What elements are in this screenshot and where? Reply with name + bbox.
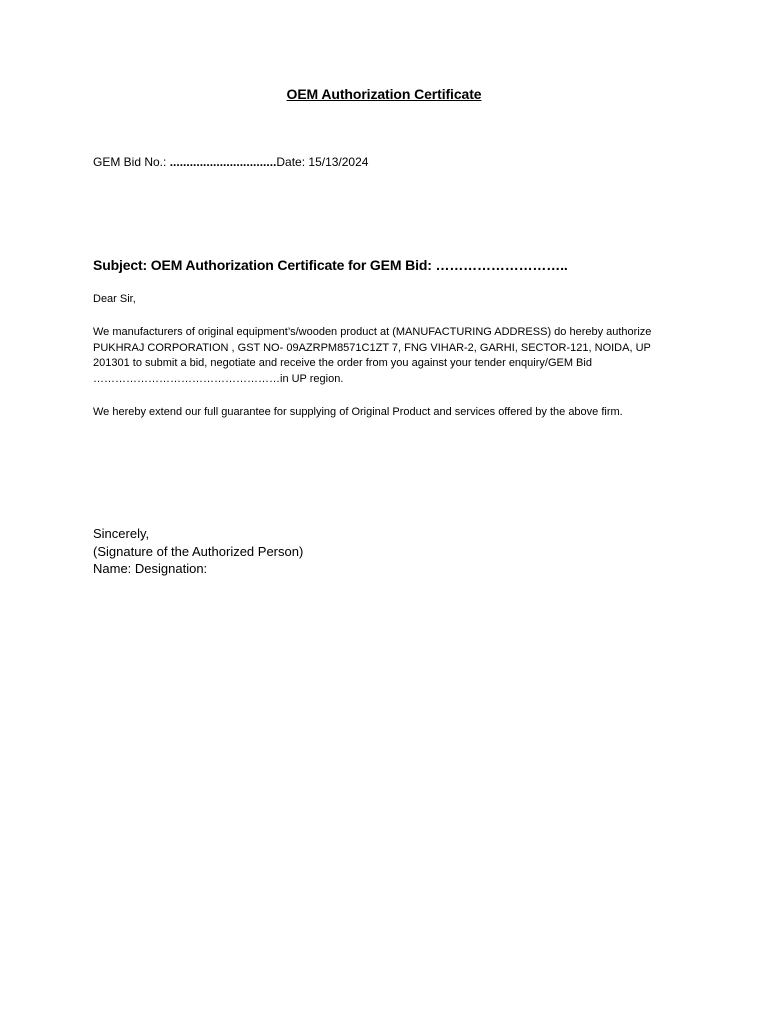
gem-bid-line: [93, 155, 368, 169]
document-title: OEM Authorization Certificate: [286, 86, 482, 102]
salutation: Dear Sir,: [93, 293, 136, 305]
date-text: Date: 15/13/2024: [276, 155, 369, 169]
signature-text: (Signature of the Authorized Person): [93, 543, 304, 559]
guarantee-paragraph: We hereby extend our full guarantee for supplying of Original Product and services offered by the above firm.: [93, 406, 623, 418]
authorization-paragraph: We manufacturers of original equipment’s/wooden product at (MANUFACTURING ADDRESS) do hereby authorize PUKHRAJ CORPORATION , GST NO- 09AZRPM8571C1ZT 7, FNG VIHAR-2, GARHI, SECTOR-121, NOIDA, UP 201301 to submit a bid, negotiate and receive the order from you against your tender enquiry/GEM Bid ……………………………………………in UP region.: [93, 326, 652, 385]
sincerely-text: Sincerely,: [93, 526, 150, 541]
gem-bid-number-blank: ................................: [169, 155, 277, 169]
name-designation-text: Name: Designation:: [93, 561, 208, 576]
closing-block: [93, 525, 303, 578]
gem-bid-label: GEM Bid No.:: [93, 155, 170, 169]
subject-line: Subject: OEM Authorization Certificate for GEM Bid: ………………………..: [93, 257, 568, 273]
